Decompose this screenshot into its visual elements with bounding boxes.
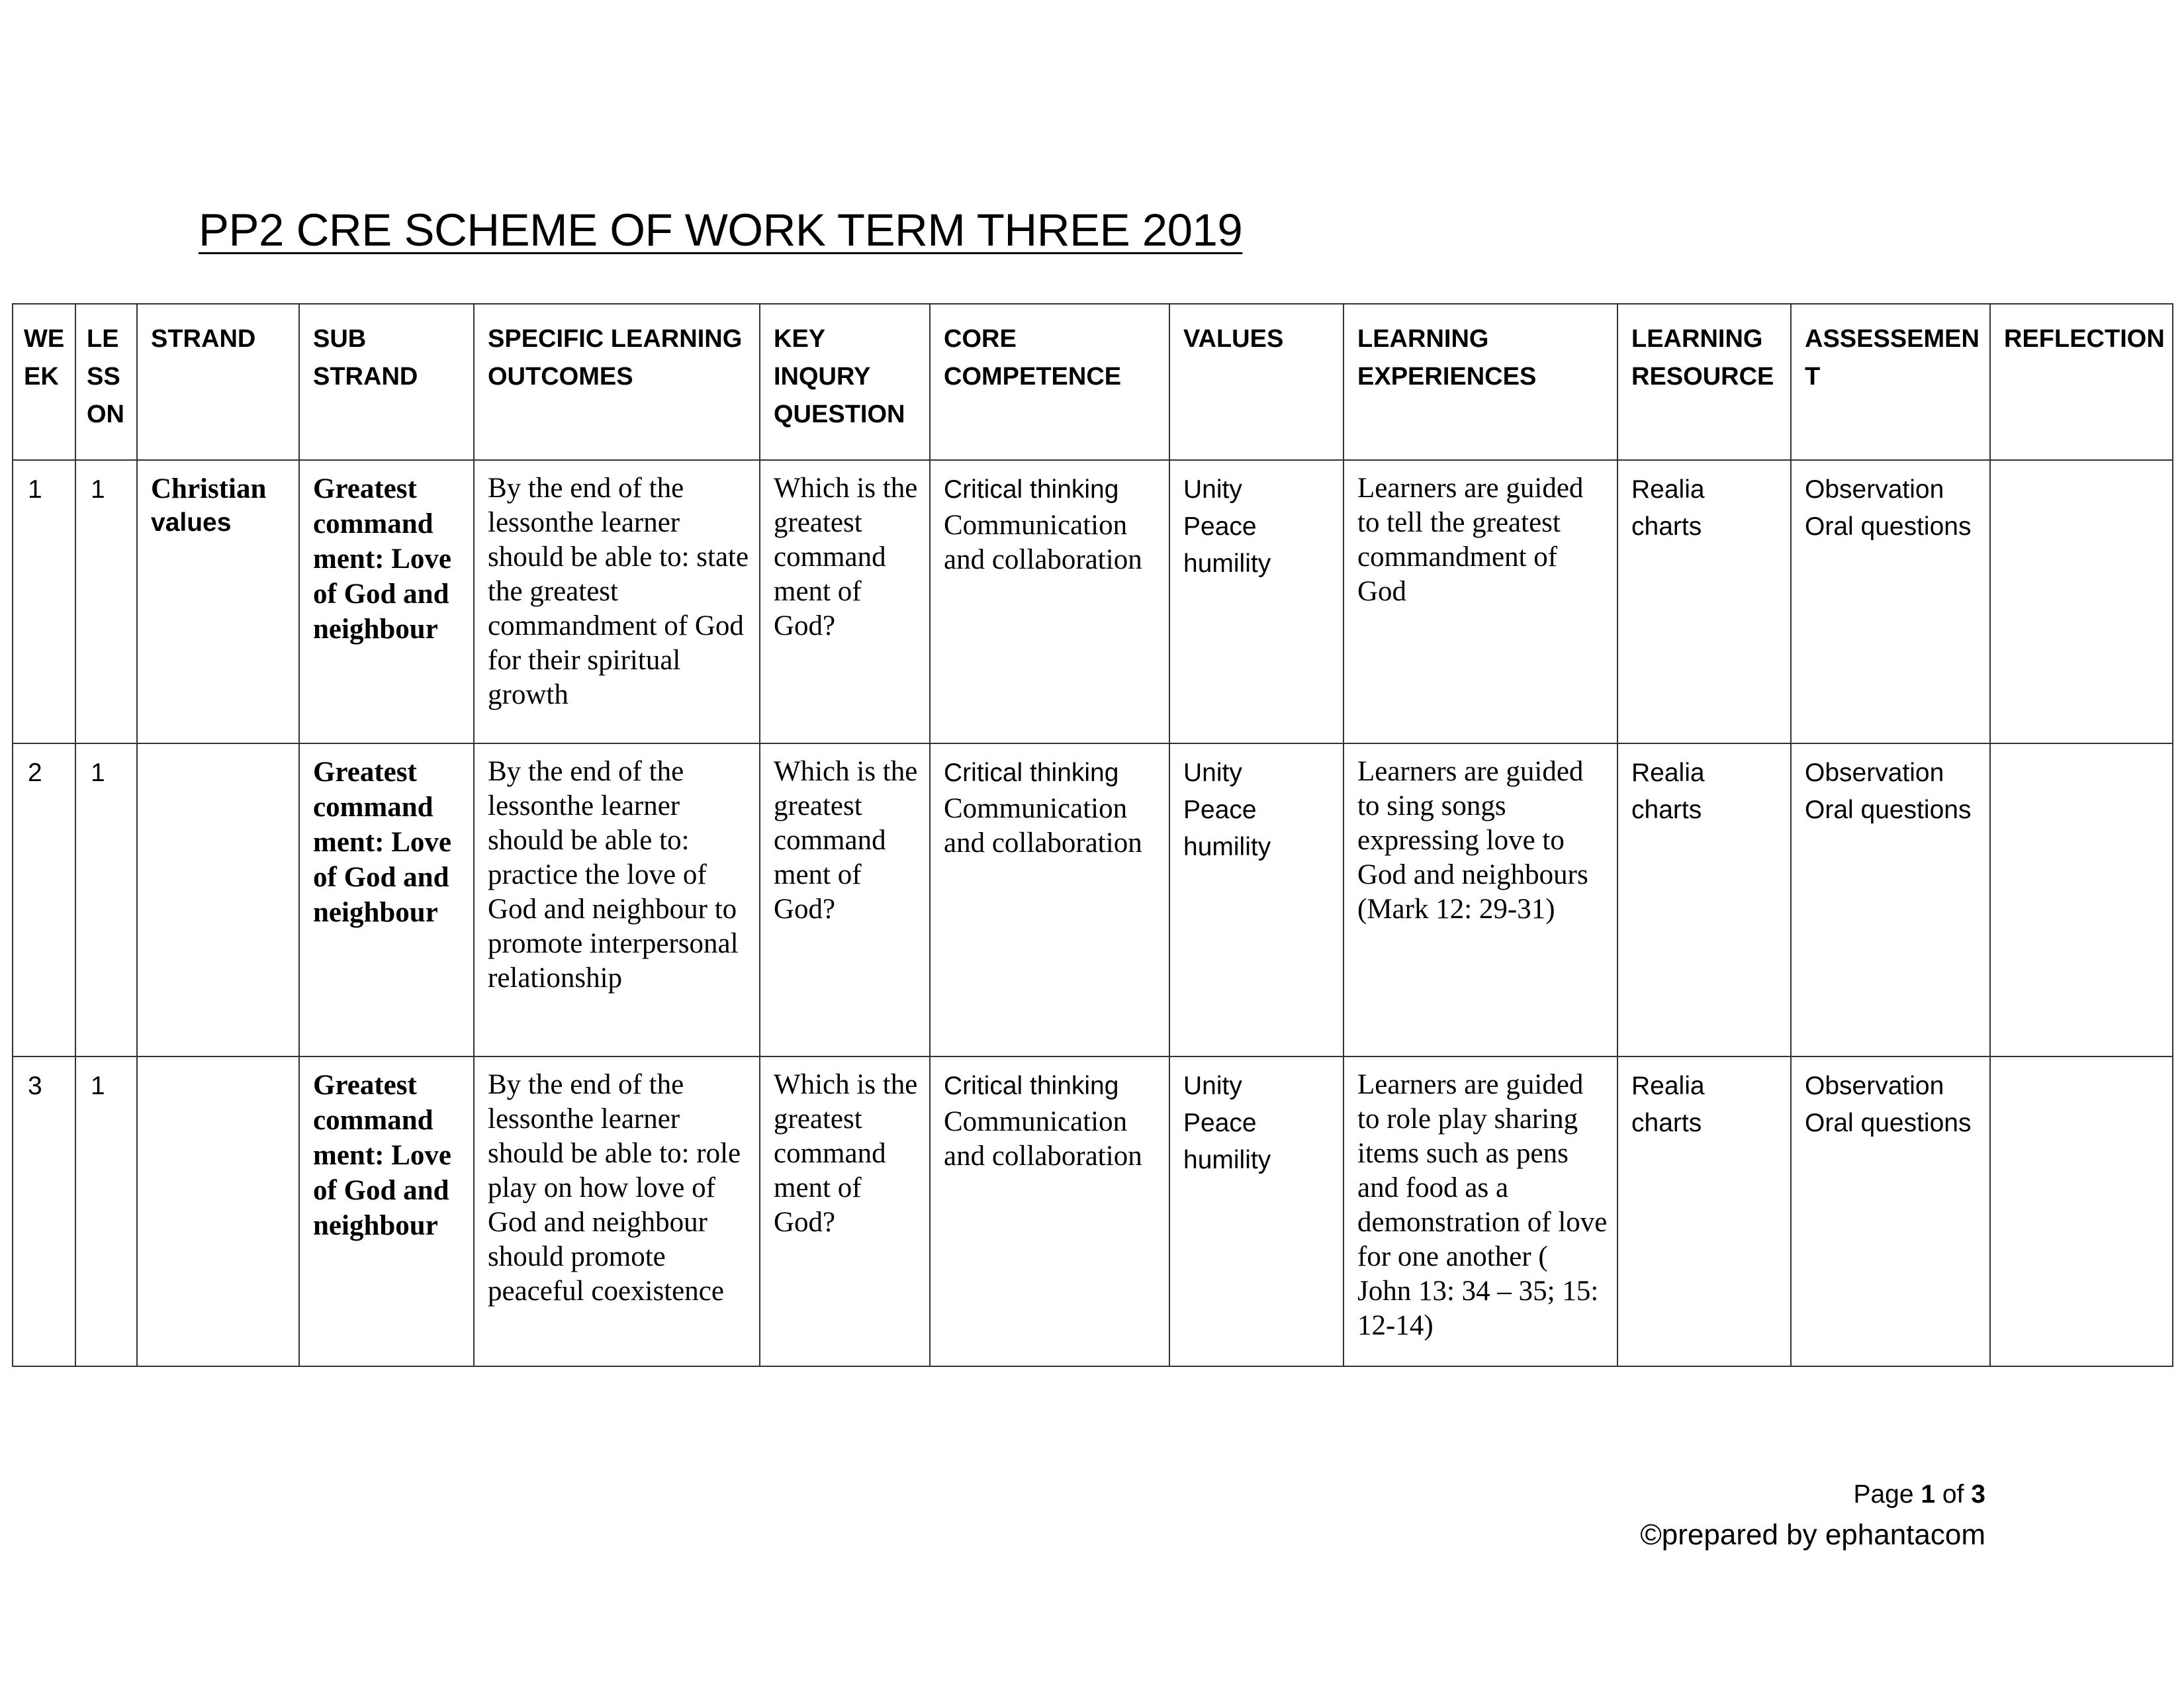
page-current: 1 <box>1921 1480 1936 1509</box>
header-outcomes: SPECIFIC LEARNING OUTCOMES <box>474 304 760 460</box>
header-assessment: ASSESSEMENT <box>1791 304 1990 460</box>
strand-text-2: values <box>151 508 232 537</box>
reflection-cell <box>1990 460 2173 743</box>
values-cell <box>1169 743 1343 1056</box>
footer-credit: ©prepared by ephantacom <box>1640 1519 1985 1551</box>
competence-cell <box>930 743 1169 1056</box>
assessment-item: Oral questions <box>1805 796 1972 824</box>
resource-item: Realia <box>1631 759 1705 787</box>
competence-cell <box>930 1056 1169 1366</box>
header-sub-strand: SUB STRAND <box>299 304 474 460</box>
competence-text: Critical thinking <box>944 475 1119 504</box>
assessment-item: Observation <box>1805 1072 1944 1100</box>
assessment-item: Oral questions <box>1805 1109 1972 1137</box>
strand-cell <box>137 1056 299 1366</box>
week-cell: 1 <box>13 460 75 743</box>
value-item: Peace <box>1183 1109 1257 1137</box>
competence-text: Critical thinking <box>944 759 1119 787</box>
strand-cell <box>137 743 299 1056</box>
scheme-of-work-table <box>12 303 2173 1367</box>
assessment-item: Observation <box>1805 475 1944 504</box>
table-row <box>13 1056 2173 1366</box>
competence-text-2: Communication and collaboration <box>944 1106 1142 1172</box>
sub-strand-cell: Greatest command ment: Love of God and neighbour <box>299 743 474 1056</box>
sub-strand-cell: Greatest command ment: Love of God and neighbour <box>299 460 474 743</box>
resource-item: Realia <box>1631 1072 1705 1100</box>
value-item: Unity <box>1183 759 1242 787</box>
header-week: WEEK <box>13 304 75 460</box>
assessment-cell <box>1791 460 1990 743</box>
resource-cell <box>1617 1056 1791 1366</box>
assessment-cell <box>1791 743 1990 1056</box>
header-strand: STRAND <box>137 304 299 460</box>
page-total: 3 <box>1971 1480 1985 1509</box>
inquiry-cell: Which is the greatest command ment of God? <box>760 460 930 743</box>
value-item: Unity <box>1183 475 1242 504</box>
table-row <box>13 460 2173 743</box>
header-inquiry: KEY INQURY QUESTION <box>760 304 930 460</box>
inquiry-cell: Which is the greatest command ment of God? <box>760 743 930 1056</box>
competence-text-2: Communication and collaboration <box>944 793 1142 859</box>
resource-item: charts <box>1631 1109 1702 1137</box>
strand-text: Christian <box>151 473 267 504</box>
experiences-cell: Learners are guided to tell the greatest commandment of God <box>1343 460 1617 743</box>
page-mid: of <box>1935 1480 1972 1509</box>
inquiry-cell: Which is the greatest command ment of God? <box>760 1056 930 1366</box>
value-item: humility <box>1183 833 1271 861</box>
header-reflection: REFLECTION <box>1990 304 2173 460</box>
lesson-cell: 1 <box>75 1056 137 1366</box>
assessment-item: Observation <box>1805 759 1944 787</box>
value-item: humility <box>1183 1146 1271 1174</box>
resource-item: charts <box>1631 796 1702 824</box>
outcomes-cell: By the end of the lessonthe learner should be able to: role play on how love of God and neighbour should promote peaceful coexistence <box>474 1056 760 1366</box>
table-row <box>13 743 2173 1056</box>
header-resource: LEARNING RESOURCE <box>1617 304 1791 460</box>
header-values: VALUES <box>1169 304 1343 460</box>
table-header-row <box>13 304 2173 460</box>
value-item: Peace <box>1183 796 1257 824</box>
resource-item: charts <box>1631 512 1702 541</box>
sub-strand-cell: Greatest command ment: Love of God and neighbour <box>299 1056 474 1366</box>
value-item: Unity <box>1183 1072 1242 1100</box>
header-experiences: LEARNING EXPERIENCES <box>1343 304 1617 460</box>
competence-cell <box>930 460 1169 743</box>
competence-text-2: Communication and collaboration <box>944 510 1142 575</box>
outcomes-cell: By the end of the lessonthe learner should be able to: state the greatest commandment of God for their spiritual growth <box>474 460 760 743</box>
week-cell: 2 <box>13 743 75 1056</box>
page-prefix: Page <box>1853 1480 1921 1509</box>
resource-cell <box>1617 460 1791 743</box>
resource-cell <box>1617 743 1791 1056</box>
page-number <box>1853 1480 1985 1509</box>
strand-cell <box>137 460 299 743</box>
value-item: humility <box>1183 549 1271 578</box>
assessment-item: Oral questions <box>1805 512 1972 541</box>
outcomes-cell: By the end of the lessonthe learner should be able to: practice the love of God and neighbour to promote interpersonal relationship <box>474 743 760 1056</box>
page-title: PP2 CRE SCHEME OF WORK TERM THREE 2019 <box>199 205 1243 256</box>
value-item: Peace <box>1183 512 1257 541</box>
header-competence: CORE COMPETENCE <box>930 304 1169 460</box>
experiences-cell: Learners are guided to sing songs expressing love to God and neighbours (Mark 12: 29-31) <box>1343 743 1617 1056</box>
competence-text: Critical thinking <box>944 1072 1119 1100</box>
values-cell <box>1169 460 1343 743</box>
reflection-cell <box>1990 1056 2173 1366</box>
lesson-cell: 1 <box>75 743 137 1056</box>
reflection-cell <box>1990 743 2173 1056</box>
experiences-cell: Learners are guided to role play sharing items such as pens and food as a demonstration of love for one another ( John 13: 34 – 35; 15: 12-14) <box>1343 1056 1617 1366</box>
week-cell: 3 <box>13 1056 75 1366</box>
header-lesson: LESSON <box>75 304 137 460</box>
resource-item: Realia <box>1631 475 1705 504</box>
lesson-cell: 1 <box>75 460 137 743</box>
assessment-cell <box>1791 1056 1990 1366</box>
values-cell <box>1169 1056 1343 1366</box>
